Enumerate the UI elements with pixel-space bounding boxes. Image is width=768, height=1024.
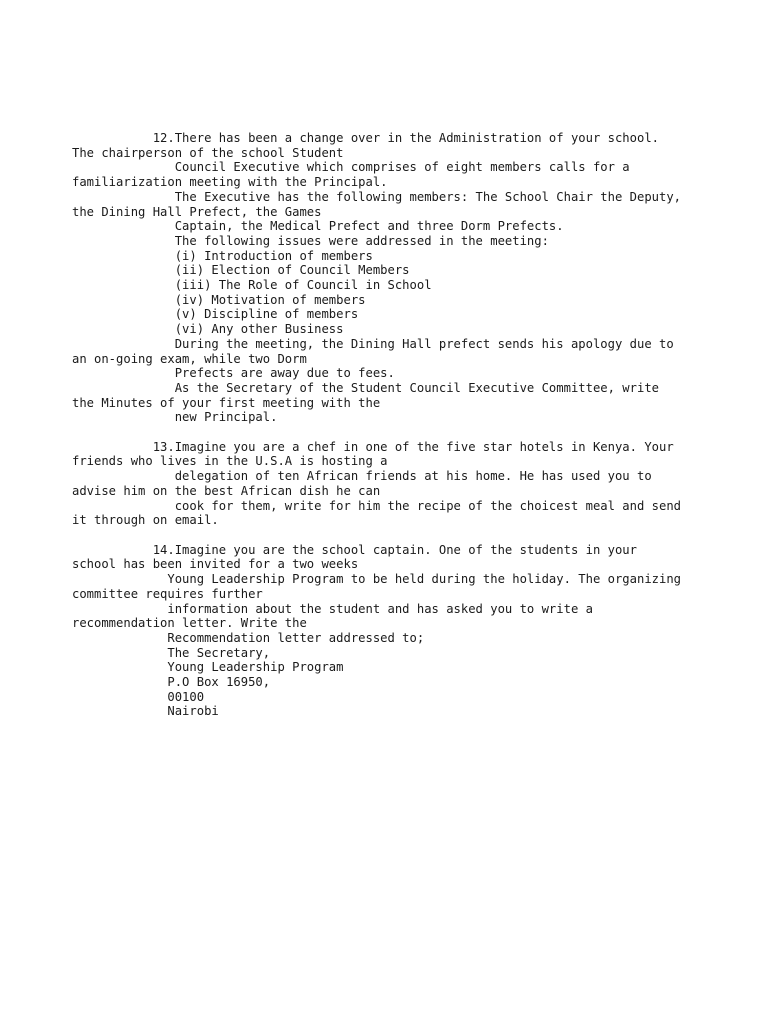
document-line: school has been invited for a two weeks [72, 557, 359, 572]
document-line: The chairperson of the school Student [72, 145, 344, 160]
document-line: delegation of ten African friends at his home. He has used you to [72, 469, 652, 484]
document-line: cook for them, write for him the recipe of the choicest meal and send [72, 498, 682, 513]
document-line: Council Executive which comprises of eight members calls for a [72, 160, 630, 175]
document-line: 14.Imagine you are the school captain. One of the students in your [72, 542, 637, 557]
document-line: it through on email. [72, 513, 219, 528]
document-line: (vi) Any other Business [72, 322, 344, 337]
document-line: 13.Imagine you are a chef in one of the five star hotels in Kenya. Your [72, 439, 674, 454]
document-line: friends who lives in the U.S.A is hosting a [72, 454, 388, 469]
document-line: committee requires further [72, 586, 263, 601]
document-line: an on-going exam, while two Dorm [72, 351, 307, 366]
document-line: the Dining Hall Prefect, the Games [72, 204, 322, 219]
document-line: The Secretary, [72, 645, 271, 660]
document-line: Recommendation letter addressed to; [72, 630, 425, 645]
document-line: information about the student and has asked you to write a [72, 601, 593, 616]
document-line: new Principal. [72, 410, 278, 425]
document-line: advise him on the best African dish he can [72, 483, 381, 498]
document-line: The following issues were addressed in the meeting: [72, 233, 549, 248]
document-line: (v) Discipline of members [72, 307, 359, 322]
document-line: (iii) The Role of Council in School [72, 278, 432, 293]
document-line: familiarization meeting with the Principal. [72, 175, 388, 190]
document-line: Prefects are away due to fees. [72, 366, 395, 381]
document-line: 12.There has been a change over in the Administration of your school. [72, 131, 659, 145]
document-line: (ii) Election of Council Members [72, 263, 410, 278]
document-line: Nairobi [72, 704, 219, 719]
document-line: P.O Box 16950, [72, 675, 271, 690]
document-line: As the Secretary of the Student Council Executive Committee, write [72, 380, 659, 395]
document-line: 00100 [72, 689, 205, 704]
document-text [72, 131, 681, 719]
document-line: During the meeting, the Dining Hall prefect sends his apology due to [72, 336, 674, 351]
document-line: The Executive has the following members: The School Chair the Deputy, [72, 189, 682, 204]
document-line: Young Leadership Program to be held during the holiday. The organizing [72, 572, 682, 587]
document-line: Young Leadership Program [72, 660, 344, 675]
document-line: the Minutes of your first meeting with the [72, 395, 381, 410]
document-line: (iv) Motivation of members [72, 292, 366, 307]
document-line: recommendation letter. Write the [72, 616, 307, 631]
document-line: Captain, the Medical Prefect and three Dorm Prefects. [72, 219, 564, 234]
document-line: (i) Introduction of members [72, 248, 373, 263]
